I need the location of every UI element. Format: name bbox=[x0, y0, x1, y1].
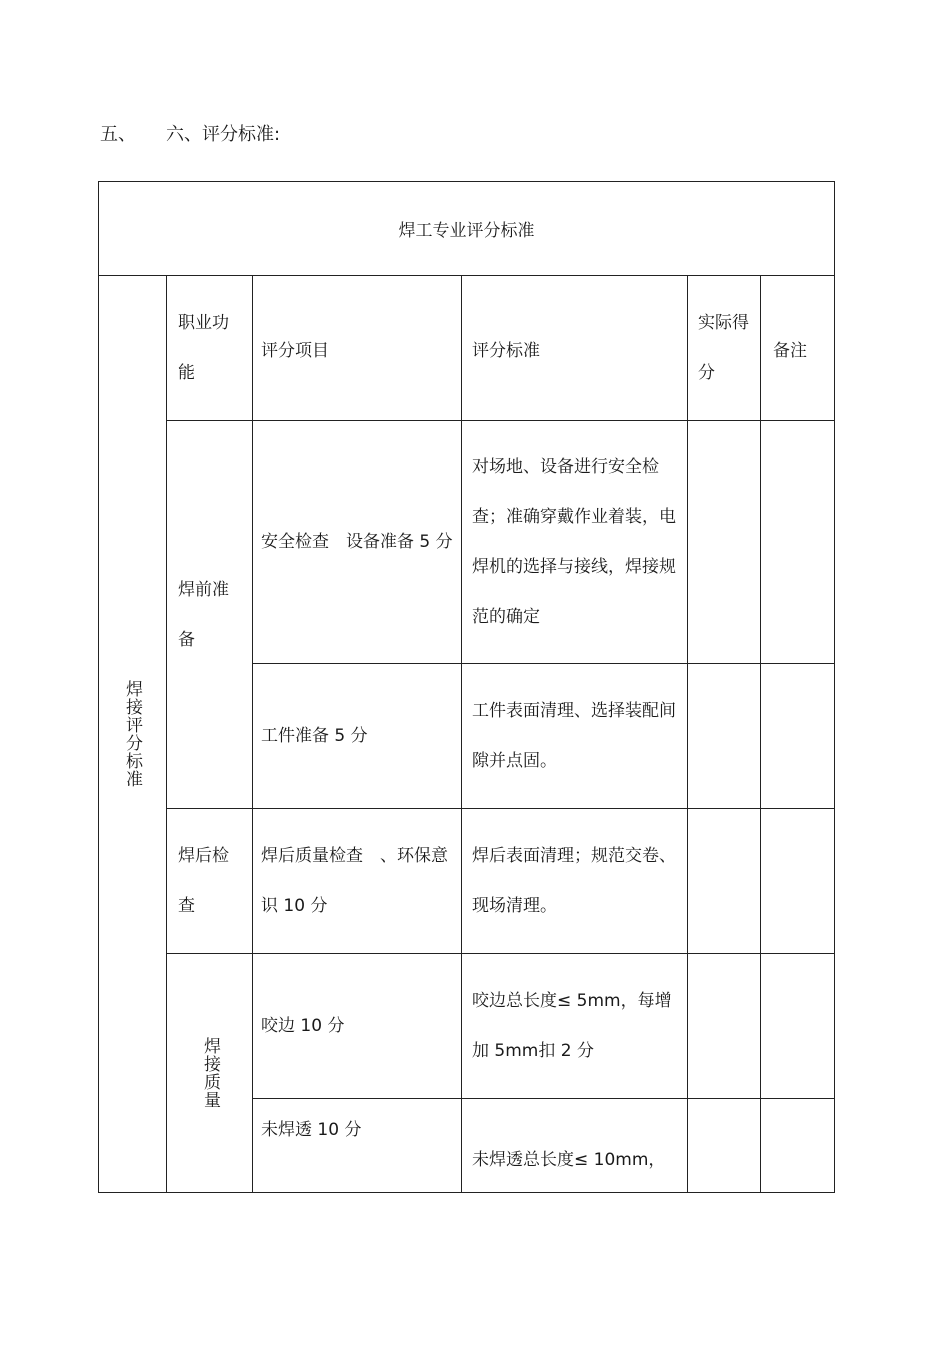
item-text: 安全检查 设备准备 5 分 bbox=[261, 532, 453, 552]
criteria-cell bbox=[462, 809, 687, 953]
header-criteria-text: 评分标准 bbox=[472, 340, 540, 361]
item-text: 焊后质量检查 、环保意识 10 分 bbox=[261, 846, 448, 916]
header-score-text: 实际得分 bbox=[698, 313, 749, 383]
side-label: 焊接评分标准 bbox=[122, 680, 142, 788]
header-function bbox=[168, 276, 248, 420]
item-text: 未焊透 10 分 bbox=[261, 1120, 362, 1140]
section-title: 六、评分标准: bbox=[166, 124, 281, 145]
item-cell bbox=[253, 809, 461, 953]
criteria-text: 未焊透总长度≤ 10mm， bbox=[472, 1150, 666, 1170]
table-title-text: 焊工专业评分标准 bbox=[398, 220, 535, 241]
item-cell bbox=[253, 1099, 461, 1161]
item-cell bbox=[253, 421, 461, 663]
criteria-cell bbox=[462, 664, 687, 808]
scoring-table bbox=[98, 181, 835, 1193]
function-label: 焊前准备 bbox=[178, 579, 229, 650]
table-border-bottom bbox=[98, 1192, 835, 1193]
header-remark-text: 备注 bbox=[773, 340, 807, 361]
item-text: 咬边 10 分 bbox=[261, 1016, 345, 1036]
criteria-text: 焊后表面清理；规范交卷、现场清理。 bbox=[472, 846, 676, 916]
header-item-text: 评分项目 bbox=[261, 340, 329, 361]
function-cell bbox=[168, 809, 252, 953]
item-cell bbox=[253, 954, 461, 1098]
item-text: 工件准备 5 分 bbox=[261, 726, 368, 746]
function-label: 焊接质量 bbox=[200, 1037, 220, 1109]
function-cell bbox=[168, 421, 252, 808]
criteria-text: 咬边总长度≤ 5mm，每增加 5mm扣 2 分 bbox=[472, 991, 672, 1061]
header-score bbox=[688, 276, 760, 420]
criteria-cell bbox=[462, 421, 687, 663]
table-border-right bbox=[834, 181, 835, 1193]
header-remark bbox=[761, 276, 834, 420]
header-criteria bbox=[462, 276, 687, 420]
criteria-cell bbox=[462, 954, 687, 1098]
criteria-text: 对场地、设备进行安全检查；准确穿戴作业着装，电焊机的选择与接线，焊接规范的确定 bbox=[472, 457, 676, 627]
function-label: 焊后检查 bbox=[178, 846, 229, 916]
header-function-text: 职业功能 bbox=[178, 313, 229, 383]
section-heading bbox=[100, 120, 281, 146]
table-title bbox=[98, 181, 835, 275]
section-number: 五、 bbox=[100, 124, 136, 145]
side-label-cell bbox=[98, 275, 166, 1193]
table-rule bbox=[166, 275, 167, 1193]
function-cell bbox=[168, 954, 252, 1192]
item-cell bbox=[253, 664, 461, 808]
header-item bbox=[253, 276, 461, 420]
criteria-text: 工件表面清理、选择装配间隙并点固。 bbox=[472, 701, 676, 771]
criteria-cell bbox=[462, 1129, 687, 1191]
